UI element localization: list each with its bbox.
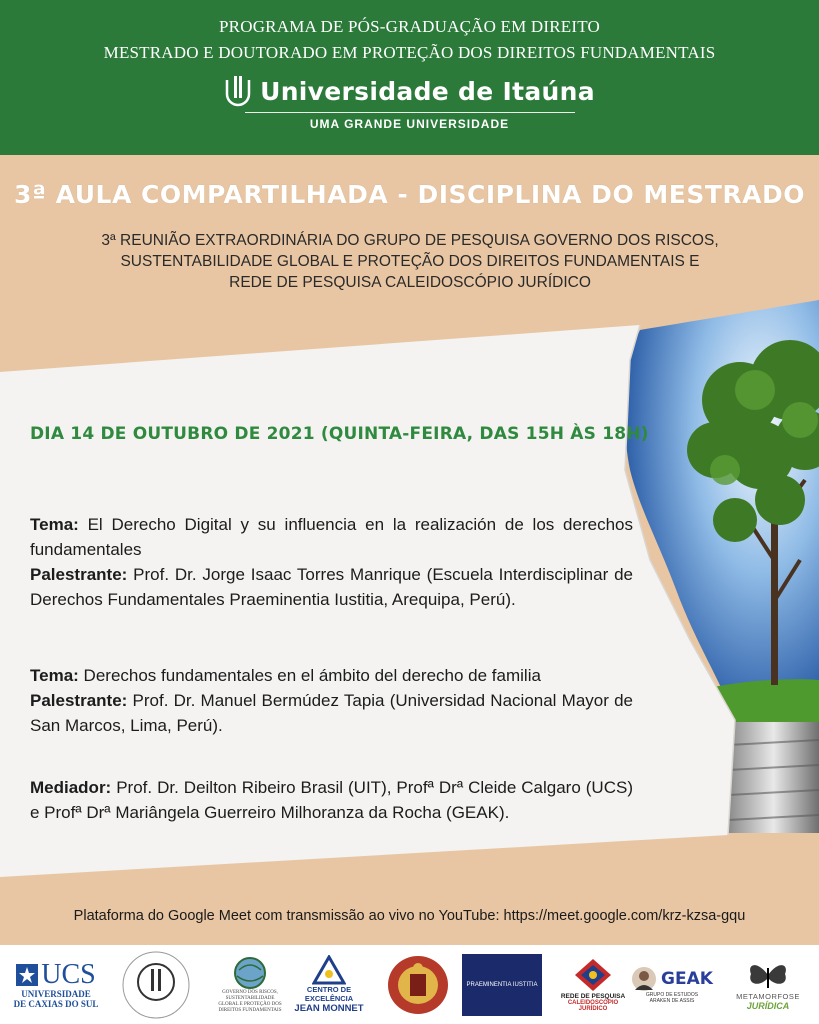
ucs-name-1: UNIVERSIDADE [21,988,91,999]
caleido-line-2: CALEIDOSCÓPIO JURÍDICO [567,1000,619,1012]
subtitle-line-3: REDE DE PESQUISA CALEIDOSCÓPIO JURÍDICO [229,274,591,291]
partner-logos-bar [0,945,819,1024]
subtitle-line-2: SUSTENTABILIDADE GLOBAL E PROTEÇÃO DOS DIREITOS FUNDAMENTAIS E [120,253,700,270]
subtitle-line-1: 3ª REUNIÃO EXTRAORDINÁRIA DO GRUPO DE PESQUISA GOVERNO DOS RISCOS, [101,232,719,249]
talk-1-tema: El Derecho Digital y su influencia en la realización de los derechos fundamentales [30,515,633,559]
mediator-label: Mediador: [30,778,112,797]
talk-2-speaker-label: Palestrante: [30,691,128,710]
university-name: Universidade de Itaúna [260,76,595,106]
geak-sub-1: GRUPO DE ESTUDOS [645,991,699,998]
praeminentia-logo [462,945,542,1024]
talk-1 [30,512,633,612]
globe-icon [231,956,269,990]
itauna-seal-logo [115,945,197,1024]
talk-1-speaker-label: Palestrante: [30,565,128,584]
itauna-seal-icon [121,950,191,1020]
meta-line-1: METAMORFOSE [736,992,800,1001]
platform-note: Plataforma do Google Meet com transmissão ao vivo no YouTube: https://meet.google.com/krz-kzsa-gqu [73,908,746,924]
program-subtitle: MESTRADO E DOUTORADO EM PROTEÇÃO DOS DIREITOS FUNDAMENTAIS [103,43,716,62]
crest-icon [386,954,450,1016]
talk-2-tema: Derechos fundamentales en el ámbito del derecho de familia [83,666,541,685]
gr-line-2: SUSTENTABILIDADE [225,995,275,1001]
talk-1-speaker: Prof. Dr. Jorge Isaac Torres Manrique (Escuela Interdisciplinar de Derechos Fundamentales Praeminentia Iustitia, Arequipa, Perú). [30,565,633,609]
ucs-name-2: DE CAXIAS DO SUL [13,998,99,1009]
university-crest-logo [380,945,455,1024]
praeminentia-text: PRAEMINENTIA IUSTITIA [466,981,538,988]
ucs-logo [12,945,100,1024]
university-tagline: UMA GRANDE UNIVERSIDADE [309,117,510,131]
geak-portrait-icon [631,966,657,992]
metamorfose-logo [728,945,808,1024]
governo-riscos-logo [215,945,285,1024]
event-title: 3ª AULA COMPARTILHADA - DISCIPLINA DO MESTRADO [13,180,806,209]
caleidoscopio-logo [560,945,626,1024]
gr-line-1: GOVERNO DOS RISCOS, [222,989,278,995]
talk-1-tema-label: Tema: [30,515,79,534]
event-date: DIA 14 DE OUTUBRO DE 2021 (QUINTA-FEIRA, DAS 15H ÀS 18H) [30,424,649,444]
talk-2-tema-label: Tema: [30,666,79,685]
gr-line-4: DIREITOS FUNDAMENTAIS [218,1007,282,1013]
monnet-line-1: CENTRO DE EXCELÊNCIA [304,985,354,1003]
mediator-block [30,775,633,825]
mediator-text: Prof. Dr. Deilton Ribeiro Brasil (UIT), Profª Drª Cleide Calgaro (UCS) e Profª Drª Mariângela Guerreiro Milhoranza da Rocha (GEAK). [30,778,633,822]
talk-2-speaker: Prof. Dr. Manuel Bermúdez Tapia (Universidad Nacional Mayor de San Marcos, Lima, Perú). [30,691,633,735]
monnet-line-2: JEAN MONNET [294,1003,364,1014]
ucs-star-icon [16,964,38,986]
talk-2 [30,663,633,738]
kaleidoscope-icon [573,957,613,993]
geak-title: GEAK [661,968,713,989]
butterfly-icon [745,958,791,992]
ucs-abbr: UCS [41,958,96,990]
geak-logo [626,945,718,1024]
caleido-line-1: REDE DE PESQUISA [560,993,626,1000]
program-title: PROGRAMA DE PÓS-GRADUAÇÃO EM DIREITO [219,17,600,36]
meta-line-2: JURÍDICA [746,1001,790,1011]
gr-line-3: GLOBAL E PROTEÇÃO DOS [218,1001,282,1007]
monnet-emblem-icon [312,955,346,985]
jean-monnet-logo [288,945,370,1024]
geak-sub-2: ARAKEN DE ASSIS [649,997,695,1004]
